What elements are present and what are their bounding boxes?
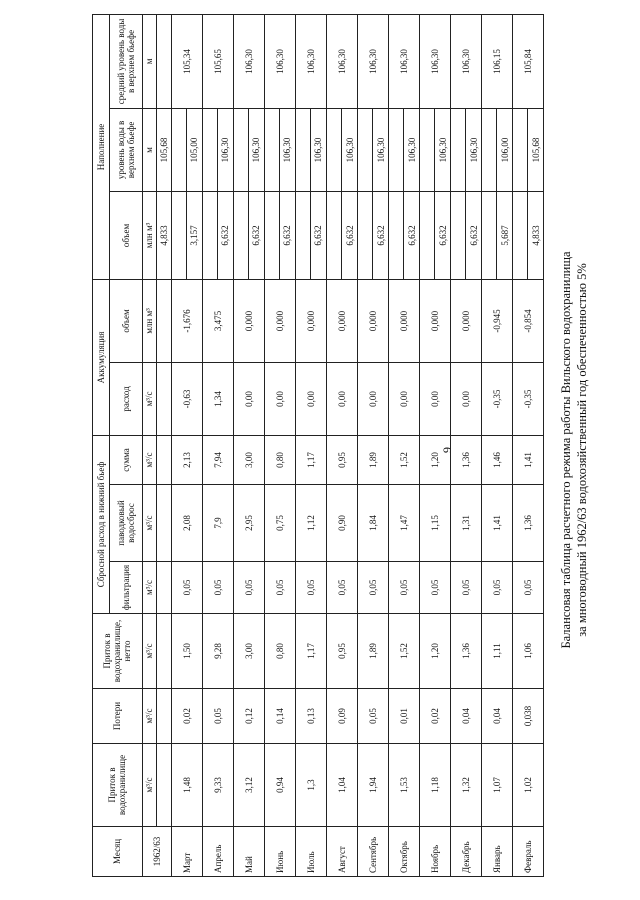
- water-level-cell: 106,30: [404, 108, 420, 191]
- avg-level-cell: 105,65: [202, 14, 233, 108]
- water-level-cell: 105,00: [187, 108, 203, 191]
- inflow-net-cell: 1,06: [512, 614, 543, 689]
- losses-cell: 0,12: [233, 689, 264, 744]
- avg-level-cell: 105,84: [512, 14, 543, 108]
- water-level-cell: 106,30: [435, 108, 451, 191]
- losses-cell: 0,14: [264, 689, 295, 744]
- month-cell: Февраль: [512, 827, 543, 877]
- water-level-cell: 105,68: [528, 108, 544, 191]
- fill-volume-cell: 6,632: [280, 191, 296, 279]
- inflow-net-cell: 9,28: [202, 614, 233, 689]
- header-avg-water-level: средний уровень воды в верхнем бьефе: [109, 14, 142, 108]
- unit-losses: м³/с: [142, 689, 156, 744]
- filtration-cell: 0,05: [202, 562, 233, 614]
- losses-cell: 0,04: [481, 689, 512, 744]
- header-filling-group: Наполнение: [93, 14, 110, 279]
- header-inflow: Приток в водохранилище: [93, 744, 143, 827]
- water-level-cell: 106,30: [342, 108, 358, 191]
- month-cell: Август: [326, 827, 357, 877]
- losses-cell: 0,05: [202, 689, 233, 744]
- filtration-cell: 0,05: [233, 562, 264, 614]
- sum-cell: 0,80: [264, 435, 295, 484]
- acc-volume-cell: 0,000: [388, 279, 419, 362]
- avg-level-cell: 106,30: [419, 14, 450, 108]
- inflow-net-cell: 1,20: [419, 614, 450, 689]
- spillway-cell: 7,9: [202, 485, 233, 562]
- fill-volume-cell: 3,157: [187, 191, 203, 279]
- fill-volume-cell: 6,632: [311, 191, 327, 279]
- water-level-cell: 106,30: [249, 108, 265, 191]
- header-water-level: уровень воды в верхнем бьефе: [109, 108, 142, 191]
- acc-rate-cell: -0,35: [481, 362, 512, 435]
- table-row: [357, 14, 373, 876]
- filtration-cell: 0,05: [512, 562, 543, 614]
- acc-rate-cell: 0,00: [295, 362, 326, 435]
- inflow-net-cell: 0,95: [326, 614, 357, 689]
- losses-cell: 0,038: [512, 689, 543, 744]
- unit-inflow-net: м³/с: [142, 614, 156, 689]
- header-month: Месяц: [93, 827, 143, 877]
- table-row: [202, 14, 218, 876]
- unit-water-level: м: [142, 108, 156, 191]
- inflow-net-cell: 1,11: [481, 614, 512, 689]
- acc-volume-cell: -0,945: [481, 279, 512, 362]
- month-cell: Июнь: [264, 827, 295, 877]
- fill-volume-cell: 5,687: [497, 191, 513, 279]
- acc-rate-cell: 0,00: [264, 362, 295, 435]
- header-losses: Потери: [93, 689, 143, 744]
- sum-cell: 3,00: [233, 435, 264, 484]
- acc-volume-cell: -0,854: [512, 279, 543, 362]
- fill-volume-cell: 6,632: [435, 191, 451, 279]
- sum-cell: 1,52: [388, 435, 419, 484]
- sum-cell: 1,89: [357, 435, 388, 484]
- avg-level-cell: 106,30: [264, 14, 295, 108]
- header-discharge-group: Сбросной расход в нижний бьеф: [93, 435, 110, 613]
- table-row: [512, 14, 528, 876]
- inflow-net-cell: 1,89: [357, 614, 388, 689]
- water-level-cell: 106,00: [497, 108, 513, 191]
- unit-fill-volume: млн м³: [142, 191, 156, 279]
- fill-volume-cell: 6,632: [466, 191, 482, 279]
- sum-cell: 2,13: [171, 435, 202, 484]
- acc-rate-cell: -0,63: [171, 362, 202, 435]
- month-cell: Июль: [295, 827, 326, 877]
- avg-level-cell: 105,34: [171, 14, 202, 108]
- avg-level-cell: 106,30: [450, 14, 481, 108]
- inflow-net-cell: 1,36: [450, 614, 481, 689]
- fill-volume-cell: 6,632: [249, 191, 265, 279]
- fill-volume-cell: 6,632: [342, 191, 358, 279]
- fill-volume-cell: 6,632: [373, 191, 389, 279]
- fill-volume-cell: 6,632: [404, 191, 420, 279]
- table-row: [326, 14, 342, 876]
- unit-acc-rate: м³/с: [142, 362, 156, 435]
- inflow-cell: 1,3: [295, 744, 326, 827]
- losses-cell: 0,02: [419, 689, 450, 744]
- losses-cell: 0,01: [388, 689, 419, 744]
- header-fill-volume: объем: [109, 191, 142, 279]
- inflow-net-cell: 1,52: [388, 614, 419, 689]
- table-row: [171, 14, 187, 876]
- inflow-cell: 3,12: [233, 744, 264, 827]
- inflow-cell: 1,02: [512, 744, 543, 827]
- water-level-cell: 106,30: [311, 108, 327, 191]
- spillway-cell: 2,95: [233, 485, 264, 562]
- spillway-cell: 0,75: [264, 485, 295, 562]
- filtration-cell: 0,05: [171, 562, 202, 614]
- spillway-cell: 1,36: [512, 485, 543, 562]
- acc-volume-cell: -1,676: [171, 279, 202, 362]
- losses-cell: 0,13: [295, 689, 326, 744]
- acc-volume-cell: 0,000: [326, 279, 357, 362]
- sum-cell: 1,17: [295, 435, 326, 484]
- filtration-cell: 0,05: [264, 562, 295, 614]
- acc-rate-cell: -0,35: [512, 362, 543, 435]
- month-cell: Март: [171, 827, 202, 877]
- filtration-cell: 0,05: [357, 562, 388, 614]
- sum-cell: 7,94: [202, 435, 233, 484]
- table-row: [450, 14, 466, 876]
- sum-cell: 1,36: [450, 435, 481, 484]
- losses-cell: 0,02: [171, 689, 202, 744]
- water-level-cell: 106,30: [218, 108, 234, 191]
- sum-cell: 1,20: [419, 435, 450, 484]
- table-row: [264, 14, 280, 876]
- spillway-cell: 1,12: [295, 485, 326, 562]
- month-cell: Декабрь: [450, 827, 481, 877]
- spillway-cell: 2,08: [171, 485, 202, 562]
- month-cell: Май: [233, 827, 264, 877]
- filtration-cell: 0,05: [326, 562, 357, 614]
- unit-sum: м³/с: [142, 435, 156, 484]
- table-row: [388, 14, 404, 876]
- losses-cell: 0,05: [357, 689, 388, 744]
- header-inflow-net: Приток в водохранилище, нетто: [93, 614, 143, 689]
- acc-volume-cell: 3,475: [202, 279, 233, 362]
- water-level-cell: 106,30: [373, 108, 389, 191]
- month-cell: Сентябрь: [357, 827, 388, 877]
- spillway-cell: 1,47: [388, 485, 419, 562]
- losses-cell: 0,04: [450, 689, 481, 744]
- acc-volume-cell: 0,000: [450, 279, 481, 362]
- fill-volume-cell: 4,833: [528, 191, 544, 279]
- acc-volume-cell: 0,000: [419, 279, 450, 362]
- spillway-cell: 0,90: [326, 485, 357, 562]
- inflow-cell: 1,07: [481, 744, 512, 827]
- acc-rate-cell: 0,00: [388, 362, 419, 435]
- filtration-cell: 0,05: [481, 562, 512, 614]
- inflow-net-cell: 1,50: [171, 614, 202, 689]
- table-row: [419, 14, 435, 876]
- table-subtitle: за многоводный 1962/63 водохозяйственный год обеспеченностью 5%: [575, 263, 589, 637]
- unit-acc-volume: млн м³: [142, 279, 156, 362]
- month-cell: Апрель: [202, 827, 233, 877]
- sum-cell: 1,41: [512, 435, 543, 484]
- month-cell: Октябрь: [388, 827, 419, 877]
- avg-level-cell: 106,30: [326, 14, 357, 108]
- month-cell: Январь: [481, 827, 512, 877]
- table-title: Балансовая таблица расчетного режима работы Вильского водохранилища: [559, 251, 573, 649]
- acc-rate-cell: 0,00: [326, 362, 357, 435]
- inflow-cell: 1,04: [326, 744, 357, 827]
- spillway-cell: 1,41: [481, 485, 512, 562]
- year-label: 1962/63: [142, 827, 171, 877]
- balance-table: [92, 14, 544, 877]
- avg-level-cell: 106,30: [357, 14, 388, 108]
- sum-cell: 0,95: [326, 435, 357, 484]
- avg-level-cell: 106,30: [233, 14, 264, 108]
- spillway-cell: 1,15: [419, 485, 450, 562]
- table-body: [93, 14, 544, 876]
- acc-rate-cell: 0,00: [357, 362, 388, 435]
- table-row: [233, 14, 249, 876]
- acc-rate-cell: 0,00: [450, 362, 481, 435]
- spillway-cell: 1,84: [357, 485, 388, 562]
- header-accumulation-group: Аккумуляция: [93, 279, 110, 435]
- unit-filtration: м³/с: [142, 562, 156, 614]
- acc-rate-cell: 0,00: [233, 362, 264, 435]
- acc-rate-cell: 1,34: [202, 362, 233, 435]
- inflow-cell: 1,53: [388, 744, 419, 827]
- inflow-cell: 1,32: [450, 744, 481, 827]
- inflow-cell: 1,18: [419, 744, 450, 827]
- header-sum: сумма: [109, 435, 142, 484]
- unit-spillway: м³/с: [142, 485, 156, 562]
- inflow-net-cell: 1,17: [295, 614, 326, 689]
- filtration-cell: 0,05: [388, 562, 419, 614]
- start-fill-volume: 4,833: [157, 191, 171, 279]
- avg-level-cell: 106,15: [481, 14, 512, 108]
- table-row: [481, 14, 497, 876]
- unit-inflow: м³/с: [142, 744, 156, 827]
- acc-volume-cell: 0,000: [357, 279, 388, 362]
- filtration-cell: 0,05: [419, 562, 450, 614]
- sum-cell: 1,46: [481, 435, 512, 484]
- spillway-cell: 1,31: [450, 485, 481, 562]
- unit-avg-water-level: м: [142, 14, 156, 108]
- losses-cell: 0,09: [326, 689, 357, 744]
- avg-level-cell: 106,30: [388, 14, 419, 108]
- fill-volume-cell: 6,632: [218, 191, 234, 279]
- header-acc-rate: расход: [109, 362, 142, 435]
- inflow-cell: 1,48: [171, 744, 202, 827]
- water-level-cell: 106,30: [280, 108, 296, 191]
- table-row: [295, 14, 311, 876]
- header-filtration: фильтрация: [109, 562, 142, 614]
- filtration-cell: 0,05: [450, 562, 481, 614]
- inflow-cell: 0,94: [264, 744, 295, 827]
- acc-volume-cell: 0,000: [264, 279, 295, 362]
- acc-volume-cell: 0,000: [295, 279, 326, 362]
- inflow-cell: 9,33: [202, 744, 233, 827]
- month-cell: Ноябрь: [419, 827, 450, 877]
- acc-volume-cell: 0,000: [233, 279, 264, 362]
- water-level-cell: 106,30: [466, 108, 482, 191]
- start-water-level: 105,68: [157, 108, 171, 191]
- page-number: 9: [440, 447, 454, 453]
- acc-rate-cell: 0,00: [419, 362, 450, 435]
- inflow-net-cell: 3,00: [233, 614, 264, 689]
- header-acc-volume: объем: [109, 279, 142, 362]
- header-spillway: паводковый водосброс: [109, 485, 142, 562]
- inflow-cell: 1,94: [357, 744, 388, 827]
- filtration-cell: 0,05: [295, 562, 326, 614]
- inflow-net-cell: 0,80: [264, 614, 295, 689]
- avg-level-cell: 106,30: [295, 14, 326, 108]
